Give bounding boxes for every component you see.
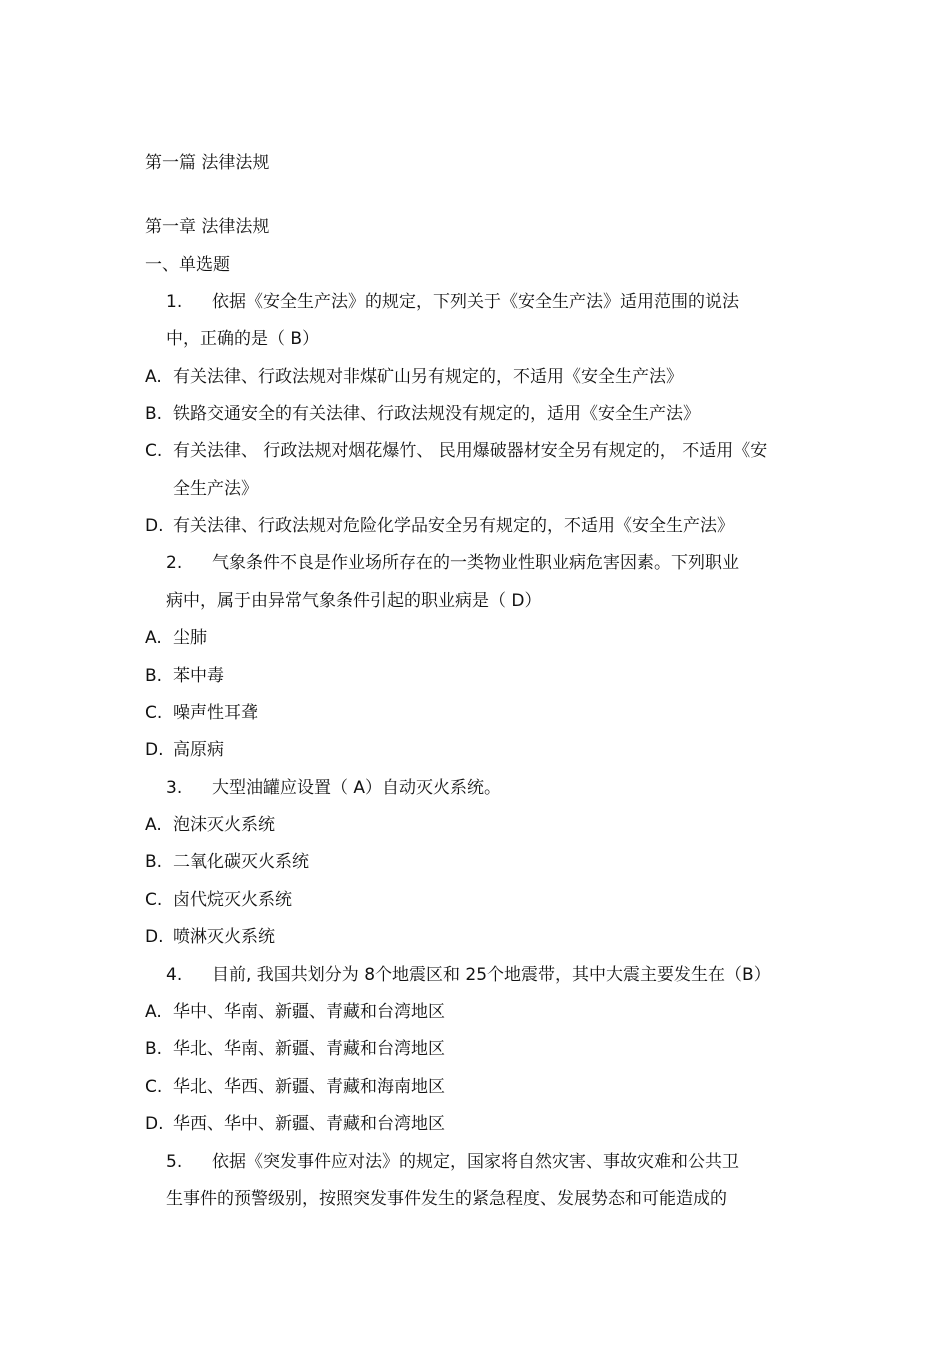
option-text: 卤代烷灭火系统 [173, 890, 292, 910]
question-text: 气象条件不良是作业场所存在的一类物业性职业病危害因素。下列职业 [212, 553, 739, 573]
option-letter: C. [145, 1077, 163, 1097]
question-number: 3. [166, 778, 183, 798]
option-text: 华中、华南、新疆、青藏和台湾地区 [173, 1002, 445, 1022]
question-text-cont: 生事件的预警级别，按照突发事件发生的紧急程度、发展势态和可能造成的 [166, 1189, 727, 1209]
option-letter: C. [145, 441, 163, 461]
question-number: 1. [166, 292, 183, 312]
option-item [145, 851, 309, 873]
option-letter: D. [145, 516, 164, 536]
question-text: 目前, 我国共划分为 8个地震区和 25个地震带，其中大震主要发生在（B） [212, 965, 771, 985]
option-text-cont: 全生产法》 [173, 479, 258, 499]
option-text: 有关法律、行政法规对危险化学品安全另有规定的，不适用《安全生产法》 [173, 516, 734, 536]
option-text: 噪声性耳聋 [173, 703, 258, 723]
question-number: 4. [166, 965, 183, 985]
option-letter: D. [145, 927, 164, 947]
option-text: 华北、华西、新疆、青藏和海南地区 [173, 1077, 445, 1097]
option-item [145, 1038, 445, 1060]
option-letter: B. [145, 666, 163, 686]
option-item [145, 403, 700, 425]
option-text: 有关法律、行政法规对非煤矿山另有规定的，不适用《安全生产法》 [173, 367, 683, 387]
option-letter: A. [145, 815, 162, 835]
option-item [145, 627, 207, 649]
option-item [145, 440, 767, 462]
option-item [145, 1076, 445, 1098]
option-text: 华西、华中、新疆、青藏和台湾地区 [173, 1114, 445, 1134]
section-title: 一、单选题 [145, 255, 230, 275]
option-letter: B. [145, 404, 163, 424]
option-text: 铁路交通安全的有关法律、行政法规没有规定的，适用《安全生产法》 [173, 404, 700, 424]
question-number: 5. [166, 1152, 183, 1172]
option-text: 泡沫灭火系统 [173, 815, 275, 835]
option-item [145, 366, 683, 388]
option-letter: A. [145, 1002, 162, 1022]
option-text: 苯中毒 [173, 666, 224, 686]
option-text: 尘肺 [173, 628, 207, 648]
option-item [145, 665, 224, 687]
question-number: 2. [166, 553, 183, 573]
option-text: 高原病 [173, 740, 224, 760]
option-item [145, 1001, 445, 1023]
option-text: 二氧化碳灭火系统 [173, 852, 309, 872]
question-text-cont: 病中，属于由异常气象条件引起的职业病是（ D） [166, 591, 542, 611]
option-item [145, 515, 734, 537]
option-item [145, 889, 292, 911]
option-letter: D. [145, 1114, 164, 1134]
option-letter: B. [145, 852, 163, 872]
option-item [145, 814, 275, 836]
option-item [145, 739, 224, 761]
option-text: 喷淋灭火系统 [173, 927, 275, 947]
chapter-title: 第一章 法律法规 [145, 217, 270, 237]
question-text: 依据《安全生产法》的规定，下列关于《安全生产法》适用范围的说法 [212, 292, 739, 312]
part-title: 第一篇 法律法规 [145, 153, 270, 173]
option-letter: A. [145, 367, 162, 387]
option-letter: B. [145, 1039, 163, 1059]
option-letter: C. [145, 703, 163, 723]
question-text: 大型油罐应设置（ A）自动灭火系统。 [212, 778, 502, 798]
option-item [145, 926, 275, 948]
option-letter: C. [145, 890, 163, 910]
option-text: 有关法律、 行政法规对烟花爆竹、 民用爆破器材安全另有规定的， 不适用《安 [173, 441, 768, 461]
option-item [145, 1113, 445, 1135]
option-letter: D. [145, 740, 164, 760]
option-item [145, 702, 258, 724]
question-text: 依据《突发事件应对法》的规定，国家将自然灾害、事故灾难和公共卫 [212, 1152, 739, 1172]
question-text-cont: 中，正确的是（ B） [166, 329, 320, 349]
option-text: 华北、华南、新疆、青藏和台湾地区 [173, 1039, 445, 1059]
option-letter: A. [145, 628, 162, 648]
